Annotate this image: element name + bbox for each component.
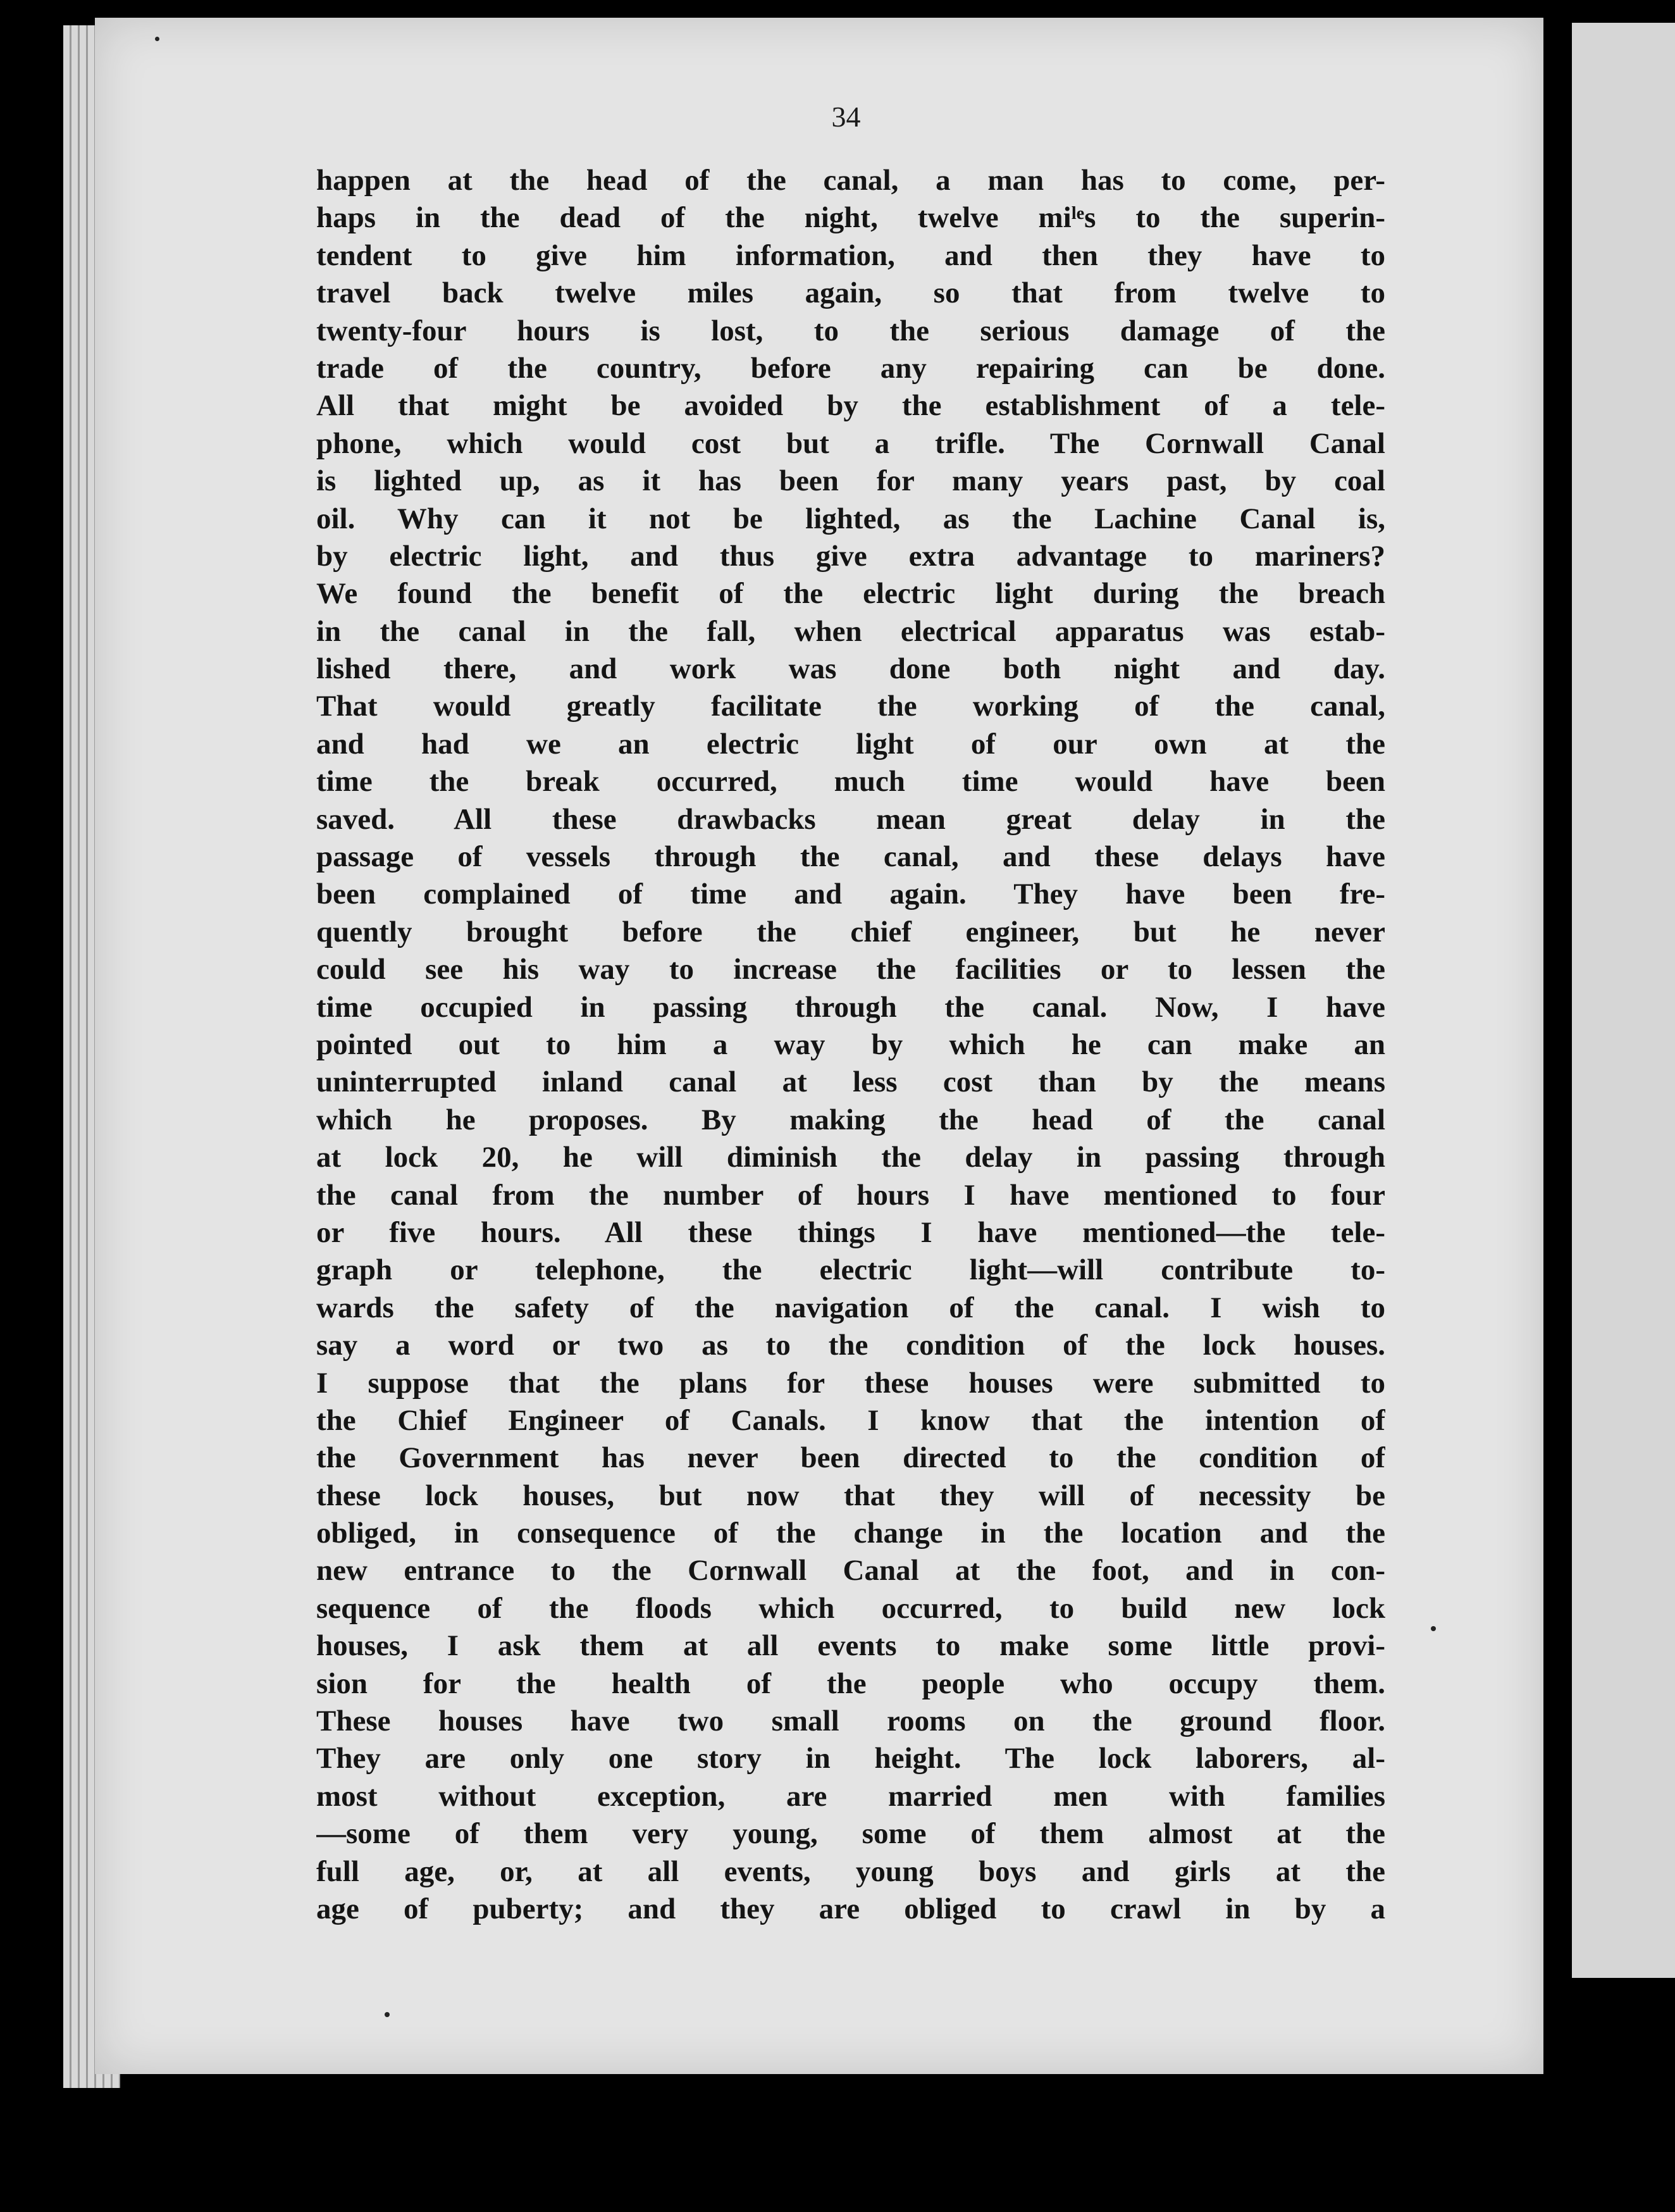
speck-mark <box>1431 1626 1436 1631</box>
text-line: time the break occurred, much time would have been <box>316 765 1385 798</box>
text-line: say a word or two as to the condition of the lock houses. <box>316 1329 1385 1362</box>
text-line: lished there, and work was done both night and day. <box>316 652 1385 686</box>
text-line: new entrance to the Cornwall Canal at the foot, and in con- <box>316 1554 1385 1588</box>
text-line: or five hours. All these things I have mentioned—the tele- <box>316 1215 1385 1249</box>
text-line: quently brought before the chief engineer, but he never <box>316 915 1385 948</box>
text-line: by electric light, and thus give extra advantage to mariners? <box>316 539 1385 573</box>
text-line: full age, or, at all events, young boys and girls at the <box>316 1855 1385 1888</box>
text-line: been complained of time and again. They have been fre- <box>316 878 1385 911</box>
text-line: in the canal in the fall, when electrical apparatus was estab- <box>316 614 1385 648</box>
text-line: wards the safety of the navigation of the canal. I wish to <box>316 1291 1385 1324</box>
text-line: the Chief Engineer of Canals. I know that the intention of <box>316 1403 1385 1437</box>
text-line: twenty-four hours is lost, to the serious damage of the <box>316 314 1385 347</box>
text-line: could see his way to increase the facilities or to lessen the <box>316 953 1385 986</box>
text-line: and had we an electric light of our own at the <box>316 727 1385 761</box>
text-line: the Government has never been directed to the condition of <box>316 1441 1385 1475</box>
text-line: That would greatly facilitate the working of the canal, <box>316 690 1385 723</box>
text-line: these lock houses, but now that they will of necessity be <box>316 1479 1385 1512</box>
speck-mark <box>385 2012 390 2017</box>
text-line: trade of the country, before any repairing can be done. <box>316 351 1385 385</box>
text-line: —some of them very young, some of them almost at the <box>316 1817 1385 1851</box>
text-line: phone, which would cost but a trifle. The Cornwall Canal <box>316 426 1385 460</box>
page-number: 34 <box>831 101 861 133</box>
text-line: uninterrupted inland canal at less cost than by the means <box>316 1066 1385 1099</box>
text-line: is lighted up, as it has been for many years past, by coal <box>316 464 1385 498</box>
adjacent-page-edge <box>1572 23 1675 1978</box>
text-line: haps in the dead of the night, twelve miˡᵉs to the superin- <box>316 201 1385 235</box>
text-line: houses, I ask them at all events to make some little provi- <box>316 1629 1385 1663</box>
text-line: We found the benefit of the electric light during the breach <box>316 577 1385 611</box>
text-line: graph or telephone, the electric light—will contribute to- <box>316 1253 1385 1287</box>
text-line: I suppose that the plans for these houses were submitted to <box>316 1366 1385 1400</box>
text-line: All that might be avoided by the establishment of a tele- <box>316 389 1385 423</box>
text-line: tendent to give him information, and then they have to <box>316 239 1385 272</box>
text-line: which he proposes. By making the head of the canal <box>316 1103 1385 1136</box>
text-line: sequence of the floods which occurred, to build new lock <box>316 1591 1385 1625</box>
text-line: These houses have two small rooms on the ground floor. <box>316 1705 1385 1738</box>
text-line: They are only one story in height. The lock laborers, al- <box>316 1742 1385 1775</box>
speck-mark <box>155 37 159 41</box>
text-line: at lock 20, he will diminish the delay in passing through <box>316 1141 1385 1174</box>
text-line: passage of vessels through the canal, and these delays have <box>316 840 1385 874</box>
text-line: oil. Why can it not be lighted, as the Lachine Canal is, <box>316 502 1385 535</box>
body-text <box>316 162 1385 1928</box>
text-line: age of puberty; and they are obliged to crawl in by a <box>316 1892 1385 1925</box>
text-line: pointed out to him a way by which he can make an <box>316 1028 1385 1061</box>
text-line: the canal from the number of hours I have mentioned to four <box>316 1178 1385 1212</box>
text-line: saved. All these drawbacks mean great delay in the <box>316 802 1385 836</box>
text-line: sion for the health of the people who occupy them. <box>316 1667 1385 1700</box>
text-line: obliged, in consequence of the change in the location and the <box>316 1517 1385 1550</box>
text-line: most without exception, are married men with families <box>316 1779 1385 1813</box>
text-line: travel back twelve miles again, so that from twelve to <box>316 276 1385 310</box>
text-line: happen at the head of the canal, a man has to come, per- <box>316 164 1385 197</box>
text-line: time occupied in passing through the canal. Now, I have <box>316 990 1385 1024</box>
